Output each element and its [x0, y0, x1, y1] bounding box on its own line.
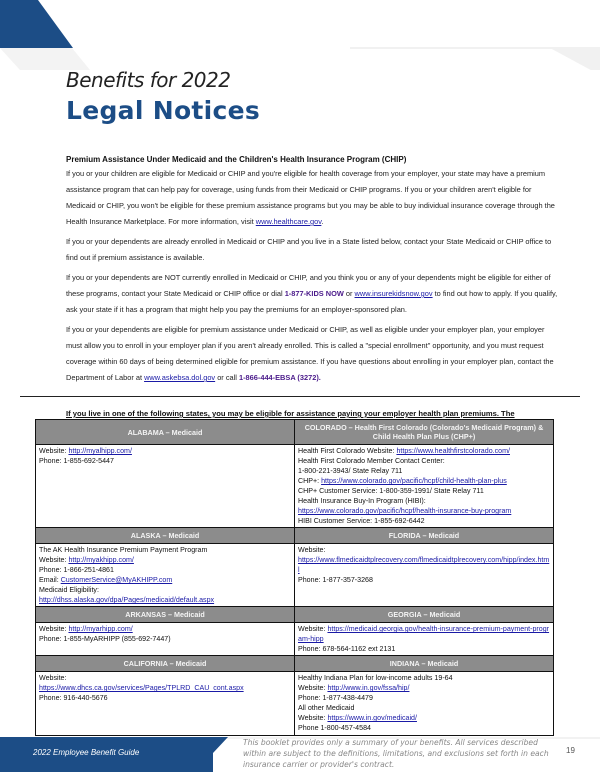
text: If you or your dependents are NOT currently enrolled in Medicaid or CHIP, and you think you or any of your dependents might be eligible for either of these programs, contact your State Medicaid or CHIP office or dial: [66, 273, 551, 298]
detail-line: [298, 673, 550, 683]
text: or call: [215, 373, 239, 382]
state-details: [36, 445, 295, 528]
page-subtitle: Benefits for 2022: [66, 68, 231, 92]
state-assistance-table: [35, 419, 554, 736]
detail-text: Health First Colorado Member Contact Center:: [298, 457, 445, 465]
state-details: [295, 445, 554, 528]
detail-text: Medicaid Eligibility:: [39, 586, 99, 594]
state-body-row: [36, 544, 554, 607]
state-title: ALABAMA – Medicaid: [36, 420, 295, 445]
detail-line: [39, 456, 291, 466]
detail-line: [298, 693, 550, 703]
detail-line: [39, 693, 291, 703]
page-title: Legal Notices: [66, 96, 261, 125]
healthcare-link[interactable]: www.healthcare.gov: [255, 217, 322, 226]
detail-text: Phone: 1-877-357-3268: [298, 576, 373, 584]
detail-line: [298, 456, 550, 466]
state-details: [36, 623, 295, 656]
detail-text: Phone: 1-877-438-4479: [298, 694, 373, 702]
state-title: COLORADO – Health First Colorado (Colorado's Medicaid Program) & Child Health Plan Plus (CHP+): [295, 420, 554, 445]
detail-line: [298, 466, 550, 476]
detail-text: CHP+ Customer Service: 1-800-359-1991/ State Relay 711: [298, 487, 484, 495]
detail-text: Phone: 916-440-5676: [39, 694, 108, 702]
state-header-row: [36, 607, 554, 623]
state-link[interactable]: https://medicaid.georgia.gov/health-insurance-premium-payment-program-hipp: [298, 625, 550, 643]
detail-text: Phone 1-800-457-4584: [298, 724, 371, 732]
ebsa-phone: 1-866-444-EBSA (3272).: [238, 373, 321, 382]
detail-line: [298, 486, 550, 496]
detail-text: Health Insurance Buy-In Program (HIBI):: [298, 497, 426, 505]
state-details: [295, 623, 554, 656]
detail-text: Website:: [39, 556, 69, 564]
detail-line: [298, 496, 550, 506]
state-title: GEORGIA – Medicaid: [295, 607, 554, 623]
text: If you or your dependents are eligible for premium assistance under Medicaid or CHIP, as well as eligible under your employer plan, your employer must allow you to enroll in your employer plan if you aren't already enrolled. This is called a "special enrollment" opportunity, and you must request coverage within 60 days of being determined eligible for premium assistance. If you have questions about enrolling in your employer plan, contact the Department of Labor at: [66, 325, 554, 382]
detail-text: Website:: [298, 684, 328, 692]
detail-text: Phone: 678-564-1162 ext 2131: [298, 645, 396, 653]
detail-text: Website:: [298, 625, 328, 633]
detail-line: [298, 555, 550, 575]
state-title: ARKANSAS – Medicaid: [36, 607, 295, 623]
detail-text: All other Medicaid: [298, 704, 355, 712]
detail-line: [39, 446, 291, 456]
state-link[interactable]: https://www.colorado.gov/pacific/hcpf/health-insurance-buy-program: [298, 507, 512, 515]
text: If you or your children are eligible for Medicaid or CHIP and you're eligible for health coverage from your employer, your state may have a premium assistance program that can help pay for coverage, using funds from their Medicaid or CHIP programs. If you or your children aren't eligible for Medicaid or CHIP, you won't be eligible for these premium assistance programs but you may be able to buy individual insurance coverage through the Health Insurance Marketplace. For more information, visit: [66, 169, 555, 226]
state-link[interactable]: http://myarhipp.com/: [68, 625, 133, 633]
state-header-row: [36, 656, 554, 672]
state-body-row: [36, 623, 554, 656]
state-details: [36, 672, 295, 736]
detail-line: [298, 703, 550, 713]
state-body-row: [36, 672, 554, 736]
corner-decoration: [0, 0, 600, 70]
askebsa-link[interactable]: www.askebsa.dol.gov: [144, 373, 216, 382]
state-link[interactable]: http://www.in.gov/fssa/hip/: [327, 684, 410, 692]
state-header-row: [36, 528, 554, 544]
detail-line: [39, 634, 291, 644]
state-details: [36, 544, 295, 607]
detail-text: HIBI Customer Service: 1-855-692-6442: [298, 517, 425, 525]
states-intro: If you live in one of the following states, you may be eligible for assistance paying your employer health plan premiums. The: [66, 409, 515, 418]
detail-line: [39, 545, 291, 555]
state-link[interactable]: https://www.in.gov/medicaid/: [327, 714, 417, 722]
detail-line: [39, 575, 291, 585]
detail-line: [298, 713, 550, 723]
state-link[interactable]: http://myakhipp.com/: [68, 556, 134, 564]
paragraph-1: If you or your children are eligible for Medicaid or CHIP and you're eligible for health coverage from your employer, your state may have a premium assistance program that can help pay for coverage, using funds from their Medicaid or CHIP programs. If you or your children aren't eligible for Medicaid or CHIP, you won't be eligible for these premium assistance programs but you may be able to buy individual insurance coverage through the Health Insurance Marketplace. For more information, visit www.healthcare.gov.: [66, 169, 555, 226]
state-link[interactable]: https://www.dhcs.ca.gov/services/Pages/TPLRD_CAU_cont.aspx: [39, 684, 244, 692]
state-details: [295, 544, 554, 607]
detail-line: [298, 683, 550, 693]
detail-text: Phone: 1-855-MyARHIPP (855-692-7447): [39, 635, 171, 643]
detail-text: 1-800-221-3943/ State Relay 711: [298, 467, 403, 475]
kids-now-phone: 1-877-KIDS NOW: [284, 289, 344, 298]
detail-line: [298, 476, 550, 486]
detail-line: [298, 624, 550, 644]
detail-text: Website:: [298, 714, 328, 722]
detail-line: [298, 506, 550, 516]
paragraph-2: If you or your dependents are already enrolled in Medicaid or CHIP and you live in a State listed below, contact your State Medicaid or CHIP office to find out if premium assistance is available.: [66, 237, 552, 262]
detail-text: Email:: [39, 576, 61, 584]
page-number: 19: [566, 746, 575, 755]
state-title: INDIANA – Medicaid: [295, 656, 554, 672]
state-link[interactable]: CustomerService@MyAKHIPP.com: [60, 576, 173, 584]
divider: [20, 396, 580, 397]
state-link[interactable]: https://www.healthfirstcolorado.com/: [396, 447, 510, 455]
detail-line: [39, 595, 291, 605]
state-title: ALASKA – Medicaid: [36, 528, 295, 544]
detail-line: [39, 624, 291, 634]
section-heading: Premium Assistance Under Medicaid and the Children's Health Insurance Program (CHIP): [66, 155, 407, 164]
text: to find out how to apply. If you qualify, ask your state if it has a program that might help you pay the premiums for an employer-sponsored plan.: [66, 289, 558, 314]
state-header-row: [36, 420, 554, 445]
detail-line: [39, 565, 291, 575]
detail-line: [39, 585, 291, 595]
guide-title: 2022 Employee Benefit Guide: [33, 748, 140, 757]
detail-text: Healthy Indiana Plan for low-income adults 19-64: [298, 674, 453, 682]
disclaimer: This booklet provides only a summary of your benefits. All services described within are subject to the definitions, limitations, and exclusions set forth in each insurance carrier or provider's contract.: [243, 738, 549, 769]
detail-text: Phone: 1-866-251-4861: [39, 566, 114, 574]
state-details: [295, 672, 554, 736]
state-link[interactable]: http://dhss.alaska.gov/dpa/Pages/medicaid/default.aspx: [39, 596, 215, 604]
text: or: [343, 289, 355, 298]
detail-text: Website:: [298, 546, 326, 554]
detail-line: [298, 723, 550, 733]
detail-line: [39, 683, 291, 693]
detail-text: The AK Health Insurance Premium Payment Program: [39, 546, 208, 554]
state-link[interactable]: https://www.flmedicaidtplrecovery.com/flmedicaidtplrecovery.com/hipp/index.html: [298, 556, 550, 574]
state-body-row: [36, 445, 554, 528]
paragraph-3: [66, 270, 558, 318]
detail-line: [39, 673, 291, 683]
detail-line: [298, 644, 550, 654]
detail-line: [298, 446, 550, 456]
detail-text: Health First Colorado Website:: [298, 447, 397, 455]
state-link[interactable]: http://myalhipp.com/: [68, 447, 132, 455]
detail-line: [298, 545, 550, 555]
state-link[interactable]: https://www.colorado.gov/pacific/hcpf/child-health-plan-plus: [321, 477, 507, 485]
detail-line: [39, 555, 291, 565]
state-title: FLORIDA – Medicaid: [295, 528, 554, 544]
state-title: CALIFORNIA – Medicaid: [36, 656, 295, 672]
detail-line: [298, 516, 550, 526]
insurekidsnow-link[interactable]: www.insurekidsnow.gov: [354, 289, 433, 298]
detail-text: Phone: 1-855-692-5447: [39, 457, 114, 465]
detail-text: Website:: [39, 447, 69, 455]
paragraph-4: [66, 322, 558, 386]
detail-text: Website:: [39, 625, 69, 633]
detail-text: CHP+:: [298, 477, 322, 485]
detail-text: Website:: [39, 674, 67, 682]
detail-line: [298, 575, 550, 585]
